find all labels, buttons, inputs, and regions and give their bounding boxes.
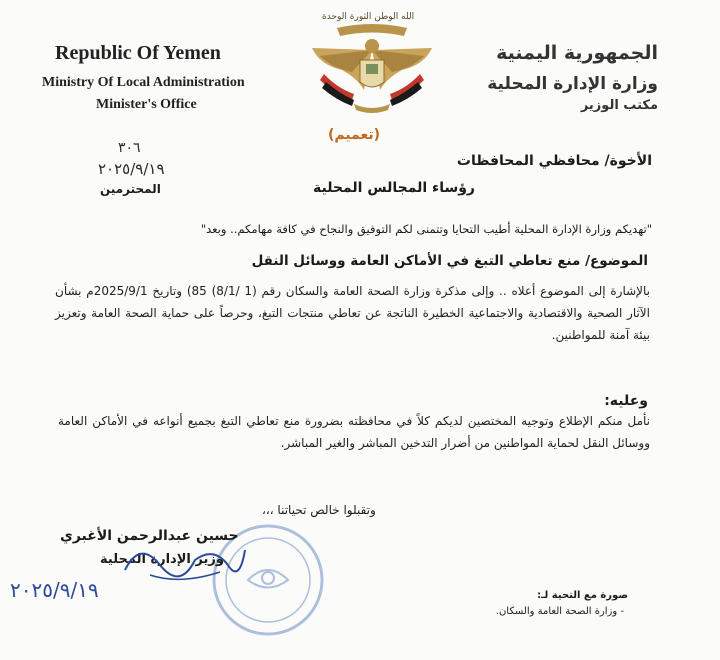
header-en-country: Republic Of Yemen: [55, 42, 221, 64]
memo-title: (تعميم): [328, 127, 381, 143]
header-ar-office: مكتب الوزير: [580, 98, 658, 113]
header-ar-ministry: وزارة الإدارة المحلية: [487, 74, 658, 94]
handwritten-signature-icon: [120, 530, 250, 590]
cc-label: صورة مع التحية لـ:: [537, 590, 628, 601]
closing-line: وتقبلوا خالص تحياتنا ،،،: [262, 503, 376, 517]
handwritten-ref-number: ٣٠٦: [118, 140, 141, 156]
therefore-label: وعليه:: [604, 393, 648, 409]
recipients-line2: رؤساء المجالس المحلية: [313, 180, 475, 196]
recipients-honorific: المحترمين: [100, 182, 161, 196]
header-en-office: Minister's Office: [96, 97, 197, 112]
greeting-line: "تهديكم وزارة الإدارة المحلية أطيب التحايا وتتمنى لكم التوفيق والنجاح في كافة مهامكم.. وبعد": [200, 222, 652, 236]
yemen-emblem-icon: [302, 20, 442, 120]
emblem-banner-text: الله الوطن الثورة الوحدة: [322, 12, 415, 22]
signatory-name: حسين عبدالرحمن الأغبري: [60, 528, 239, 544]
handwritten-memo-date: ٢٠٢٥/٩/١٩: [98, 160, 165, 178]
recipients-line1: الأخوة/ محافظي المحافظات: [456, 153, 652, 169]
handwritten-signature-date: ٢٠٢٥/٩/١٩: [10, 578, 99, 602]
body-paragraph-2: نأمل منكم الإطلاع وتوجيه المختصين لديكم كلاً في محافظته بضرورة منع تعاطي التبغ بجميع أنواعه في الأماكن العامة ووسائل النقل لحماية المواطنين من أضرار التدخين المباشر والغير المباشر.: [58, 414, 650, 450]
header-ar-country: الجمهورية اليمنية: [496, 42, 658, 64]
signatory-title: وزير الإدارة المحلية: [100, 552, 224, 567]
body-paragraph-1: بالإشارة إلى الموضوع أعلاه .. وإلى مذكرة وزارة الصحة العامة والسكان رقم (1 /8/1) 85) وتاريخ 2025/9/1م بشأن الآثار الصحية والاقتصادية والاجتماعية الخطيرة الناتجة عن تعاطي منتجات التبغ، وحرصاً على حماية الصحة العامة وتعزيز بيئة آمنة للمواطنين.: [55, 284, 651, 342]
memo-subject: الموضوع/ منع تعاطي التبغ في الأماكن العامة ووسائل النقل: [251, 253, 648, 269]
header-en-ministry: Ministry Of Local Administration: [42, 75, 245, 90]
cc-item-1: - وزارة الصحة العامة والسكان.: [495, 606, 624, 617]
